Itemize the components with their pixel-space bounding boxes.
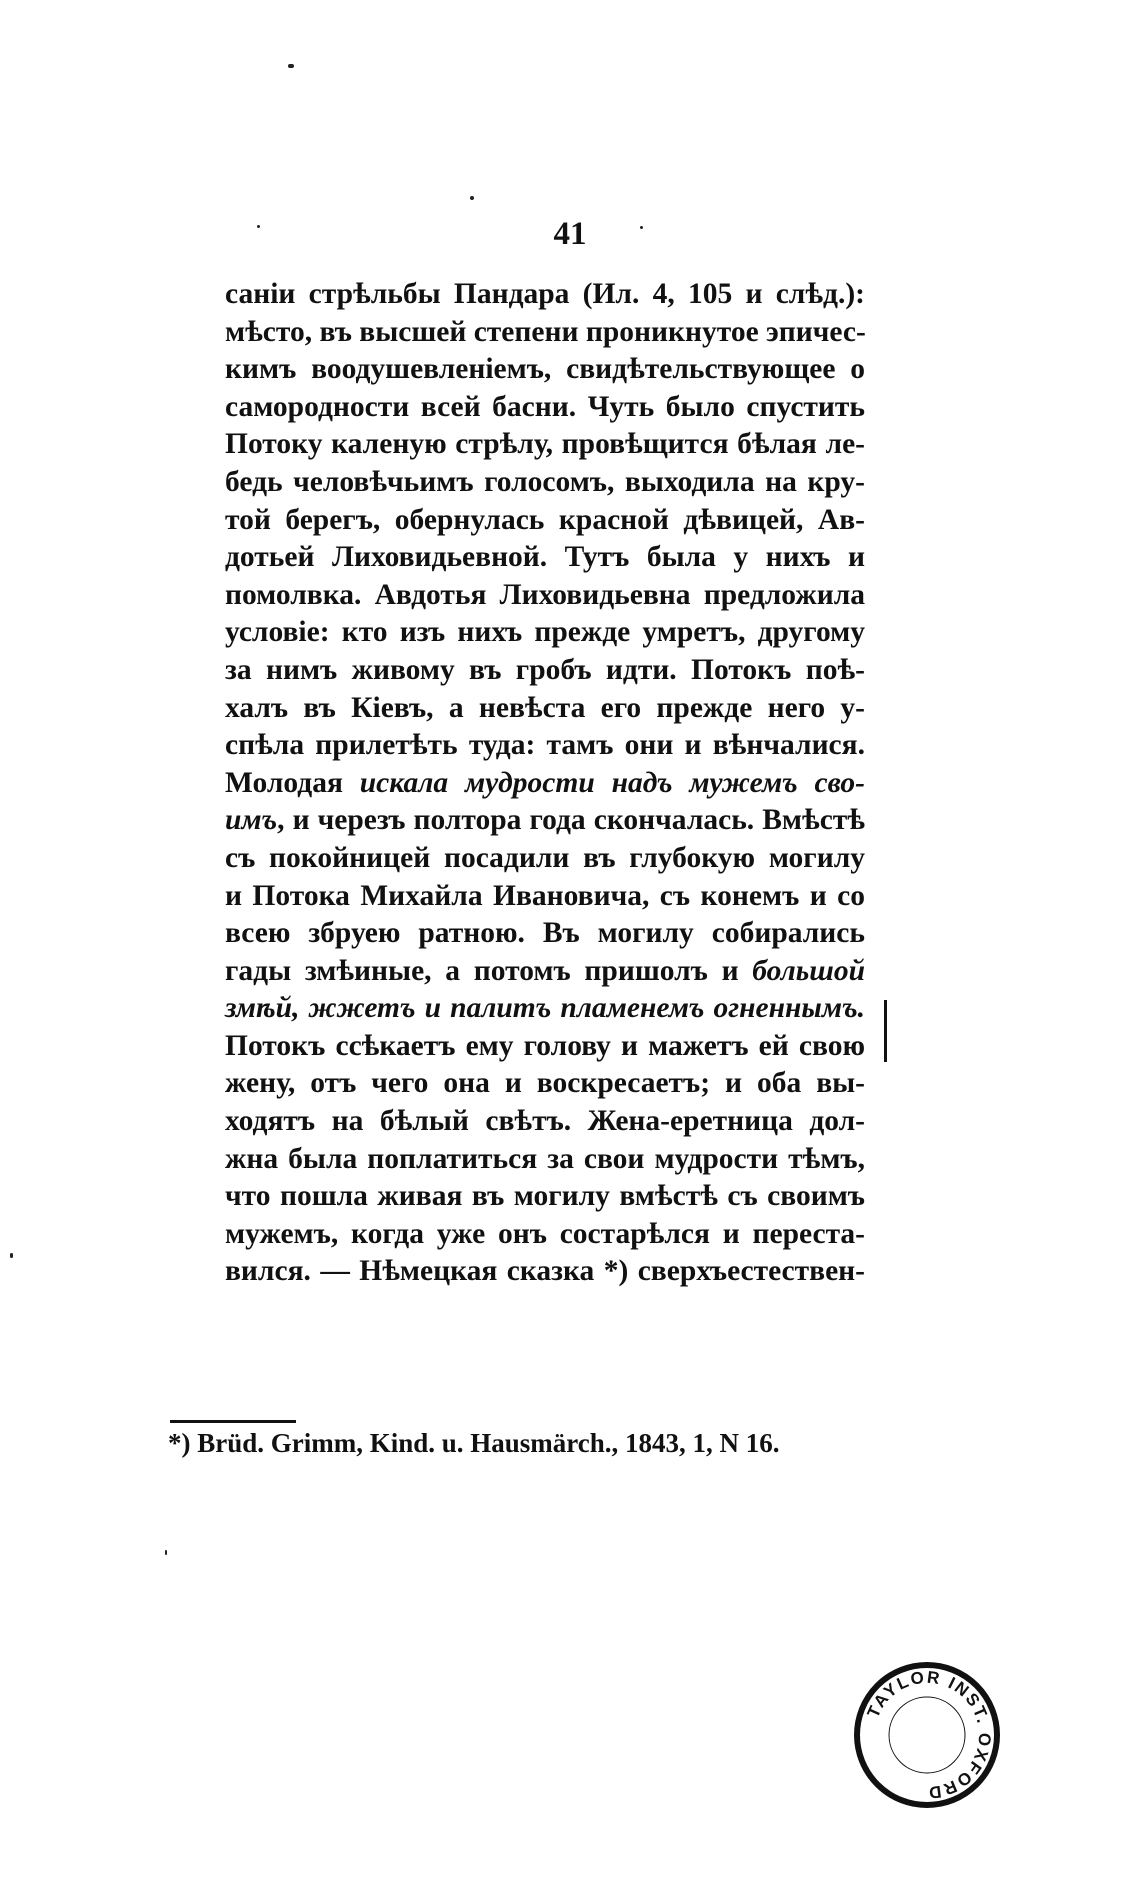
svg-text:TAYLOR INST. OXFORD: TAYLOR INST. OXFORD (863, 1667, 995, 1803)
scan-speck (640, 226, 643, 229)
text-line: халъ въ Кіевъ, а невѣста его прежде него у- (225, 691, 865, 724)
text-line: и Потока Михайла Ивановича, съ конемъ и со (225, 879, 865, 912)
text-line: мѣсто, въ высшей степени проникнутое эпичес- (225, 315, 866, 348)
scan-speck (165, 1550, 167, 1555)
text-line (225, 953, 865, 991)
scan-speck (10, 1253, 13, 1258)
text-line: что пошла живая въ могилу вмѣстѣ съ своимъ (225, 1180, 865, 1213)
text-line: условіе: кто изъ нихъ прежде умретъ, другому (225, 616, 865, 649)
text-line: кимъ воодушевленіемъ, свидѣтельствующее о (225, 353, 865, 386)
text-line: саніи стрѣльбы Пандара (Ил. 4, 105 и слѣд.): (225, 278, 865, 310)
text-line: мужемъ, когда уже онъ состарѣлся и переста- (225, 1217, 865, 1250)
scan-speck (288, 64, 294, 68)
stamp-icon (852, 1660, 1002, 1810)
italic-run: искала мудрости надъ мужемъ сво- (359, 766, 866, 799)
footnote: *) Brüd. Grimm, Kind. u. Hausmärch., 1843, 1, N 16. (168, 1428, 780, 1458)
text-line (225, 990, 865, 1028)
text-run: гады змѣиные, а потомъ пришолъ и (225, 954, 753, 987)
text-line: всею збруею ратною. Въ могилу собирались (225, 917, 865, 950)
text-run: Молодая (225, 766, 360, 799)
text-line: спѣла прилетѣть туда: тамъ они и вѣнчалися. (225, 729, 865, 762)
library-stamp (852, 1660, 1002, 1810)
text-run: , и черезъ полтора года скончалась. Вмѣстѣ (277, 804, 865, 837)
text-line: бедь человѣчьимъ голосомъ, выходила на кру- (225, 465, 865, 498)
text-line: жену, отъ чего она и воскресаетъ; и оба вы- (225, 1067, 865, 1100)
text-line: дотьей Лиховидьевной. Тутъ была у нихъ и (225, 541, 865, 574)
text-line: самородности всей басни. Чуть было спустить (225, 390, 865, 423)
text-line: съ покойницей посадили въ глубокую могилу (225, 841, 865, 874)
page-number: 41 (553, 216, 587, 252)
text-line: Потокъ ссѣкаетъ ему голову и мажетъ ей свою (225, 1029, 865, 1062)
text-line: той берегъ, обернулась красной дѣвицей, Ав- (225, 503, 865, 536)
text-line: помолвка. Авдотья Лиховидьевна предложила (225, 578, 865, 611)
footnote-rule (170, 1420, 296, 1423)
italic-run: большой (752, 954, 865, 987)
text-line (225, 802, 865, 840)
text-line: за нимъ живому въ гробъ идти. Потокъ поѣ- (225, 653, 865, 686)
body-text (225, 276, 865, 1291)
scan-speck (257, 225, 260, 228)
text-line: ходятъ на бѣлый свѣтъ. Жена-еретница дол- (225, 1105, 865, 1138)
italic-run: змѣй, жжетъ и палитъ пламенемъ огненнымъ. (225, 992, 865, 1025)
text-line: Потоку каленую стрѣлу, провѣщится бѣлая ле- (225, 428, 865, 461)
scan-speck (470, 196, 474, 200)
text-line (225, 765, 865, 803)
margin-mark (884, 1000, 887, 1062)
text-line: вился. — Нѣмецкая сказка *) сверхъестествен- (225, 1255, 865, 1288)
italic-run: имъ (225, 804, 278, 837)
text-line: жна была поплатиться за свои мудрости тѣмъ, (225, 1142, 865, 1175)
